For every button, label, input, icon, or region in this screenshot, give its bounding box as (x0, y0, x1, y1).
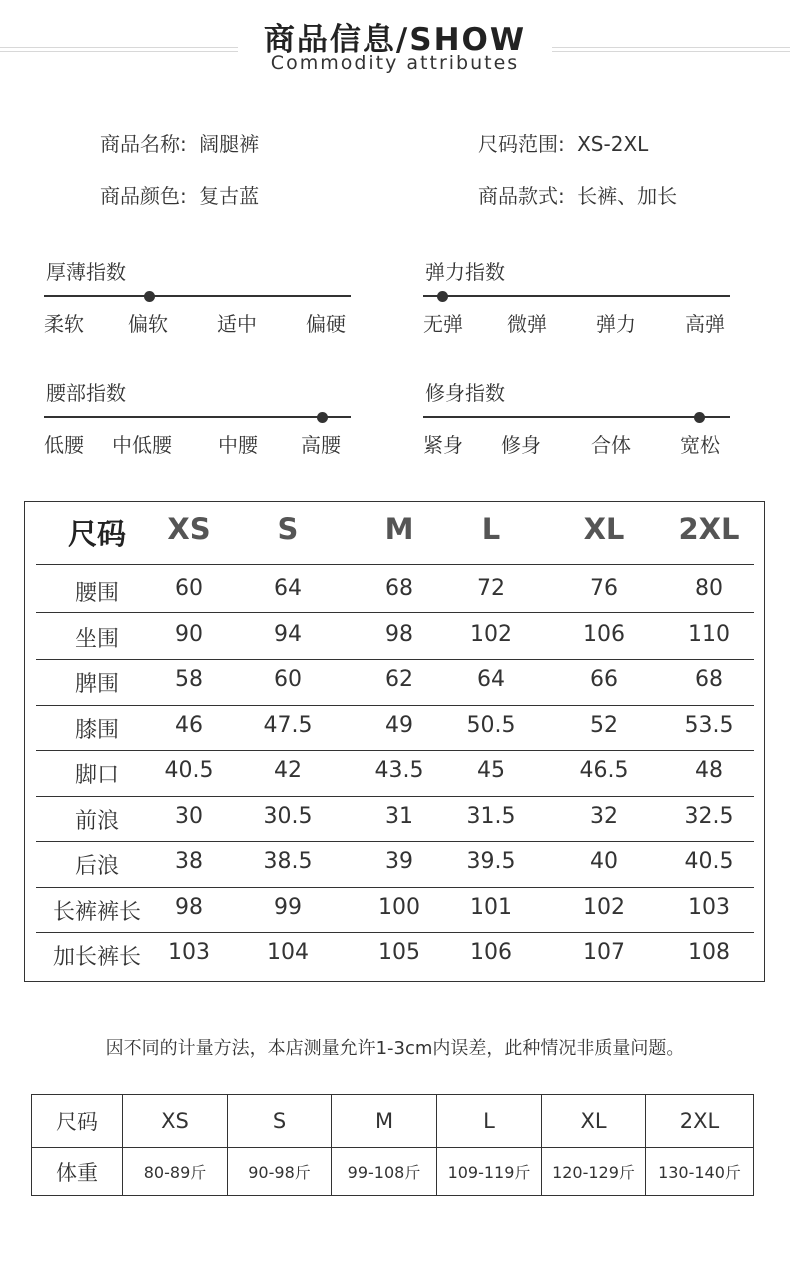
size-cell: 53.5 (684, 713, 734, 738)
size-cell: 64 (477, 667, 505, 692)
size-column-header: L (481, 512, 501, 546)
size-cell: 64 (274, 576, 302, 601)
size-cell: 32 (590, 804, 618, 829)
weight-cell: 99-108斤 (332, 1148, 437, 1196)
index-title: 弹力指数 (425, 260, 505, 284)
size-cell: 80 (695, 576, 723, 601)
weight-table-row (32, 1148, 754, 1196)
size-cell: 49 (385, 713, 413, 738)
table-row-divider (36, 705, 754, 706)
index-title: 腰部指数 (46, 381, 126, 405)
index-option: 适中 (217, 312, 257, 336)
attr-label: 尺码范围: (478, 132, 565, 156)
size-cell: 39.5 (466, 849, 516, 874)
attr-label: 商品款式: (478, 184, 565, 208)
size-cell: 46 (175, 713, 203, 738)
size-row-label: 腰围 (74, 581, 119, 606)
size-cell: 43.5 (374, 758, 424, 783)
size-cell: 32.5 (684, 804, 734, 829)
attr-product-color (100, 180, 259, 209)
weight-cell: 80-89斤 (123, 1148, 228, 1196)
size-cell: 90 (175, 622, 203, 647)
size-row-label: 脚口 (74, 763, 119, 788)
size-cell: 105 (378, 940, 420, 965)
fit-index (423, 377, 733, 467)
weight-header-cell: XS (123, 1095, 228, 1148)
index-marker (144, 291, 155, 302)
size-column-header: M (384, 512, 414, 546)
weight-cell: 109-119斤 (437, 1148, 542, 1196)
measurement-note: 因不同的计量方法，本店测量允许1-3cm内误差，此种情况非质量问题。 (105, 1038, 685, 1059)
size-cell: 42 (274, 758, 302, 783)
weight-row-label: 体重 (32, 1148, 123, 1196)
size-cell: 110 (688, 622, 730, 647)
thickness-index (44, 256, 354, 346)
attr-label: 商品名称: (100, 132, 187, 156)
table-row-divider (36, 796, 754, 797)
size-cell: 99 (274, 895, 302, 920)
index-marker (694, 412, 705, 423)
size-column-header: 2XL (678, 512, 740, 546)
index-title: 修身指数 (425, 381, 505, 405)
size-row-label: 后浪 (74, 854, 119, 879)
index-option: 高腰 (301, 433, 341, 457)
weight-cell: 130-140斤 (646, 1148, 754, 1196)
size-cell: 104 (267, 940, 309, 965)
size-row-label: 加长裤长 (52, 945, 141, 970)
weight-cell: 90-98斤 (228, 1148, 332, 1196)
size-cell: 108 (688, 940, 730, 965)
index-option: 无弹 (423, 312, 463, 336)
size-cell: 40.5 (684, 849, 734, 874)
attr-value: 长裤、加长 (577, 184, 678, 208)
index-option: 修身 (501, 433, 541, 457)
attr-value: 复古蓝 (199, 184, 260, 208)
index-option: 柔软 (44, 312, 84, 336)
size-cell: 106 (470, 940, 512, 965)
elasticity-index (423, 256, 733, 346)
size-cell: 68 (695, 667, 723, 692)
size-row-label: 坐围 (74, 627, 119, 652)
weight-header-cell: XL (542, 1095, 646, 1148)
index-option: 合体 (591, 433, 631, 457)
index-track (44, 416, 351, 418)
attr-product-style (478, 180, 677, 209)
index-marker (317, 412, 328, 423)
page-title: 商品信息/SHOW (263, 22, 527, 58)
size-cell: 45 (477, 758, 505, 783)
table-row-divider (36, 887, 754, 888)
size-cell: 66 (590, 667, 618, 692)
table-row-divider (36, 841, 754, 842)
size-cell: 31 (385, 804, 413, 829)
size-column-header: S (277, 512, 299, 546)
weight-table (31, 1094, 754, 1196)
index-marker (437, 291, 448, 302)
index-option: 低腰 (44, 433, 84, 457)
attr-value: XS-2XL (577, 132, 649, 156)
index-option: 中低腰 (112, 433, 172, 457)
size-cell: 72 (477, 576, 505, 601)
index-track (423, 295, 730, 297)
size-cell: 52 (590, 713, 618, 738)
index-option: 微弹 (507, 312, 547, 336)
index-option: 弹力 (596, 312, 636, 336)
weight-header-cell: 2XL (646, 1095, 754, 1148)
size-cell: 40.5 (164, 758, 214, 783)
size-cell: 102 (583, 895, 625, 920)
size-cell: 103 (168, 940, 210, 965)
index-track (44, 295, 351, 297)
index-track (423, 416, 730, 418)
size-row-label: 膝围 (74, 718, 119, 743)
index-option: 偏软 (128, 312, 168, 336)
size-cell: 38 (175, 849, 203, 874)
size-cell: 30.5 (263, 804, 313, 829)
size-cell: 62 (385, 667, 413, 692)
size-cell: 60 (175, 576, 203, 601)
page-subtitle: Commodity attributes (270, 52, 520, 74)
size-row-label: 脾围 (74, 672, 119, 697)
table-row-divider (36, 750, 754, 751)
size-cell: 98 (385, 622, 413, 647)
weight-cell: 120-129斤 (542, 1148, 646, 1196)
size-column-header: XL (583, 512, 625, 546)
size-cell: 76 (590, 576, 618, 601)
attr-label: 商品颜色: (100, 184, 187, 208)
waist-index (44, 377, 354, 467)
size-cell: 38.5 (263, 849, 313, 874)
size-cell: 94 (274, 622, 302, 647)
size-cell: 100 (378, 895, 420, 920)
weight-header-cell: S (228, 1095, 332, 1148)
weight-header-cell: M (332, 1095, 437, 1148)
size-cell: 39 (385, 849, 413, 874)
index-title: 厚薄指数 (46, 260, 126, 284)
size-cell: 46.5 (579, 758, 629, 783)
index-option: 中腰 (218, 433, 258, 457)
size-cell: 50.5 (466, 713, 516, 738)
size-column-header: XS (167, 512, 211, 546)
size-cell: 48 (695, 758, 723, 783)
size-cell: 31.5 (466, 804, 516, 829)
size-cell: 106 (583, 622, 625, 647)
index-option: 高弹 (685, 312, 725, 336)
size-cell: 68 (385, 576, 413, 601)
size-cell: 98 (175, 895, 203, 920)
size-row-label: 长裤裤长 (52, 900, 141, 925)
size-cell: 40 (590, 849, 618, 874)
size-cell: 102 (470, 622, 512, 647)
table-row-divider (36, 659, 754, 660)
size-cell: 107 (583, 940, 625, 965)
attr-value: 阔腿裤 (199, 132, 260, 156)
table-row-divider (36, 612, 754, 613)
weight-table-header-row (32, 1095, 754, 1148)
size-cell: 47.5 (263, 713, 313, 738)
attr-product-name (100, 128, 259, 157)
attr-size-range (478, 128, 648, 157)
index-option: 紧身 (423, 433, 463, 457)
size-table-corner-header: 尺码 (67, 517, 126, 551)
size-cell: 101 (470, 895, 512, 920)
index-option: 宽松 (680, 433, 720, 457)
size-row-label: 前浪 (74, 809, 119, 834)
size-cell: 58 (175, 667, 203, 692)
size-cell: 103 (688, 895, 730, 920)
table-row-divider (36, 564, 754, 565)
weight-header-cell: L (437, 1095, 542, 1148)
size-cell: 60 (274, 667, 302, 692)
table-row-divider (36, 932, 754, 933)
index-option: 偏硬 (306, 312, 346, 336)
size-cell: 30 (175, 804, 203, 829)
weight-header-cell: 尺码 (32, 1095, 123, 1148)
